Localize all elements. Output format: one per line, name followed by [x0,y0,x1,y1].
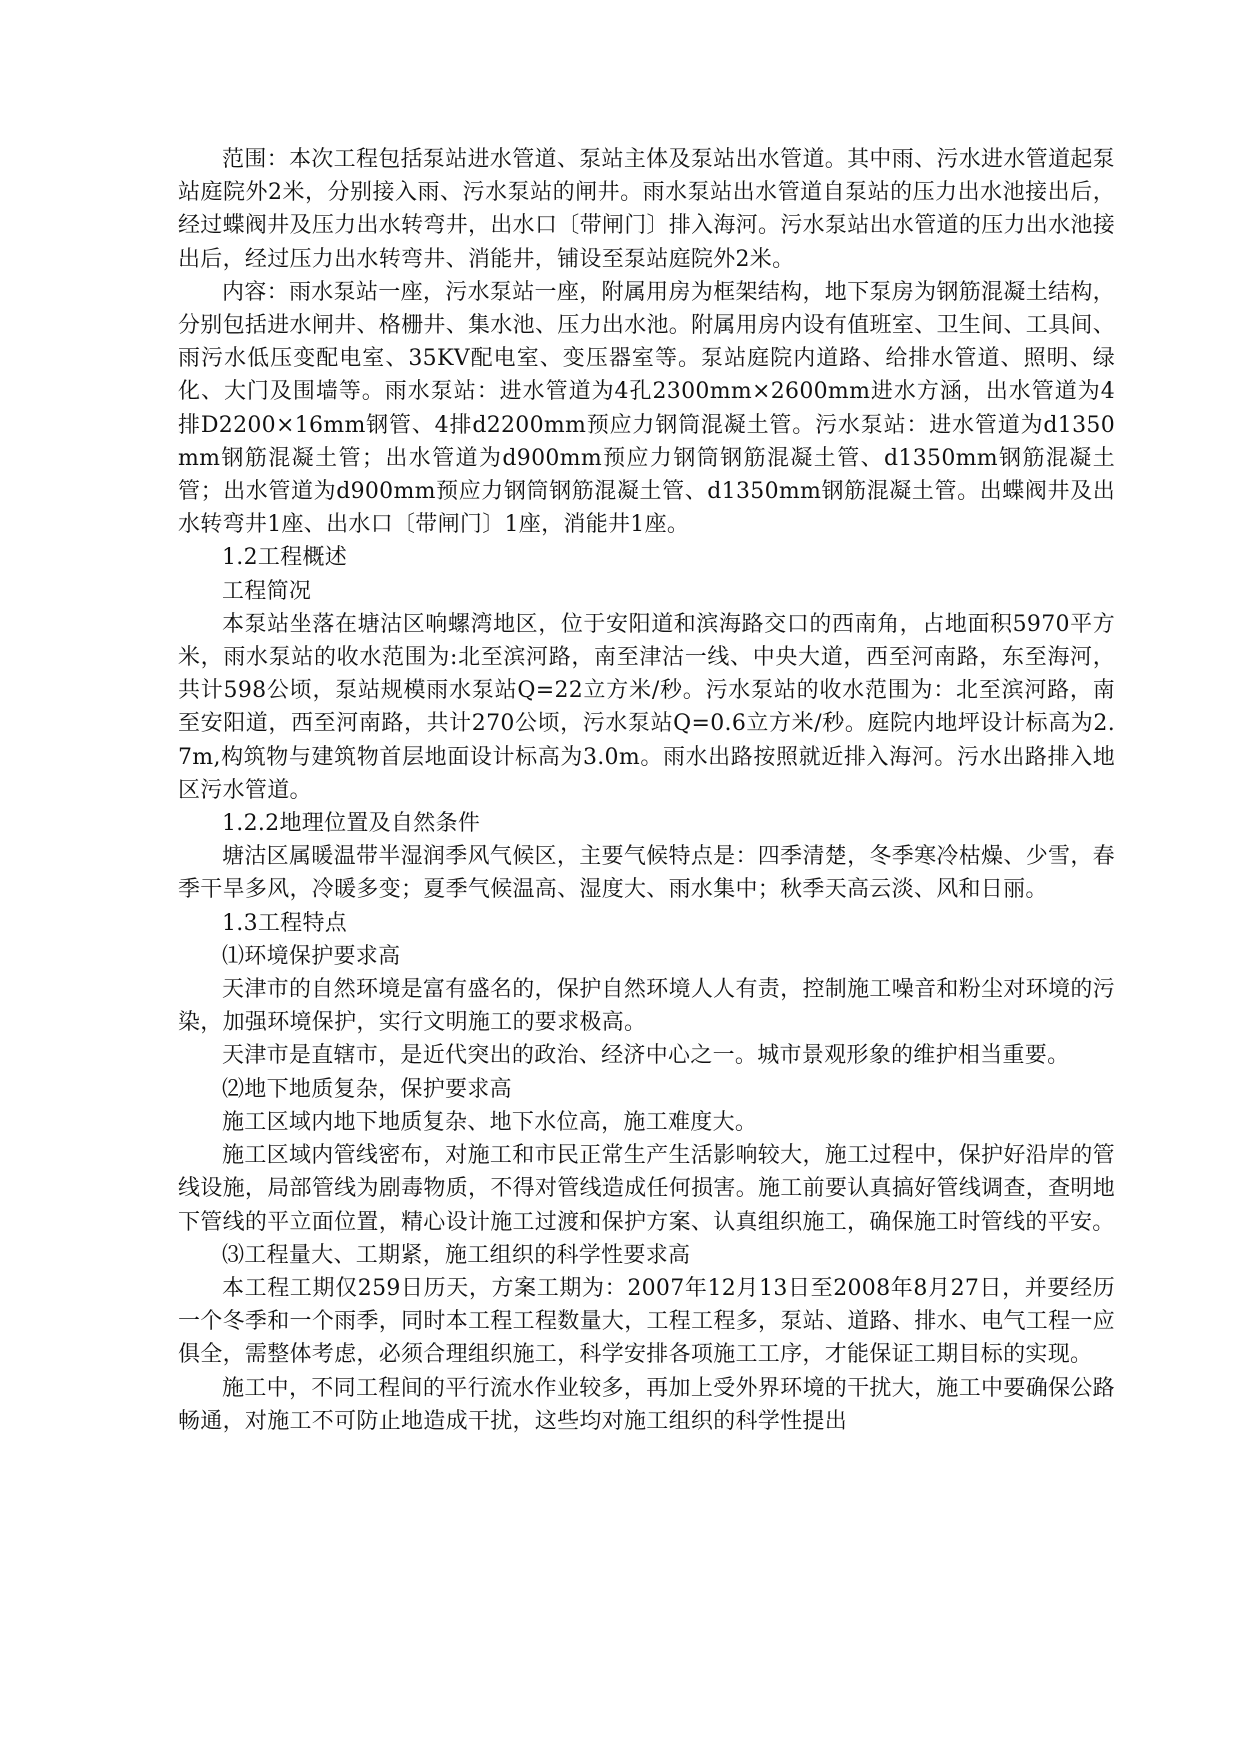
subheading-geology: ⑵地下地质复杂，保护要求高 [222,1076,512,1102]
subheading-schedule: ⑶工程量大、工期紧，施工组织的科学性要求高 [222,1242,691,1268]
subheading-environment: ⑴环境保护要求高 [222,943,401,969]
paragraph-geology-1: 施工区域内地下地质复杂、地下水位高，施工难度大。 [222,1109,758,1135]
paragraph-site-description: 本泵站坐落在塘沽区响螺湾地区，位于安阳道和滨海路交口的西南角，占地面积5970平方米，雨水泵站的收水范围为:北至滨河路，南至津沽一线、中央大道，西至河南路，东至海河，共计598公顷，泵站规模雨水泵站Q=22立方米/秒。污水泵站的收水范围为：北至滨河路，南至安阳道，西至河南路，共计270公顷，污水泵站Q=0.6立方米/秒。庭院内地坪设计标高为2.7m,构筑物与建筑物首层地面设计标高为3.0m。雨水出路按照就近排入海河。污水出路排入地区污水管道。 [178,611,1115,803]
section-heading-1-2-2: 1.2.2地理位置及自然条件 [222,811,481,837]
paragraph-climate: 塘沽区属暖温带半湿润季风气候区，主要气候特点是：四季清楚，冬季寒冷枯燥、少雪，春季干旱多风，冷暖多变；夏季气候温高、湿度大、雨水集中；秋季天高云淡、风和日丽。 [178,844,1115,903]
paragraph-schedule: 本工程工期仅259日历天，方案工期为：2007年12月13日至2008年8月27日，并要经历一个冬季和一个雨季，同时本工程工程数量大，工程工程多，泵站、道路、排水、电气工程一应俱全，需整体考虑，必须合理组织施工，科学安排各项施工工序，才能保证工期目标的实现。 [178,1275,1115,1368]
paragraph-scope: 范围：本次工程包括泵站进水管道、泵站主体及泵站出水管道。其中雨、污水进水管道起泵站庭院外2米，分别接入雨、污水泵站的闸井。雨水泵站出水管道自泵站的压力出水池接出后，经过蝶阀井及压力出水转弯井，出水口〔带闸门〕排入海河。污水泵站出水管道的压力出水池接出后，经过压力出水转弯井、消能井，铺设至泵站庭院外2米。 [178,147,1115,272]
section-heading-1-2: 1.2工程概述 [222,545,348,571]
paragraph-environment-1: 天津市的自然环境是富有盛名的，保护自然环境人人有责，控制施工噪音和粉尘对环境的污染，加强环境保护，实行文明施工的要求极高。 [178,977,1115,1036]
paragraph-content: 内容：雨水泵站一座，污水泵站一座，附属用房为框架结构，地下泵房为钢筋混凝土结构，分别包括进水闸井、格栅井、集水池、压力出水池。附属用房内设有值班室、卫生间、工具间、雨污水低压变配电室、35KV配电室、变压器室等。泵站庭院内道路、给排水管道、照明、绿化、大门及围墙等。雨水泵站：进水管道为4孔2300mm×2600mm进水方涵，出水管道为4排D2200×16mm钢管、4排d2200mm预应力钢筒混凝土管。污水泵站：进水管道为d1350mm钢筋混凝土管；出水管道为d900mm预应力钢筒钢筋混凝土管、d1350mm钢筋混凝土管；出水管道为d900mm预应力钢筒钢筋混凝土管、d1350mm钢筋混凝土管。出蝶阀井及出水转弯井1座、出水口〔带闸门〕1座，消能井1座。 [178,279,1115,538]
subheading-project-overview: 工程简况 [222,578,312,604]
paragraph-environment-2: 天津市是直辖市，是近代突出的政治、经济中心之一。城市景观形象的维护相当重要。 [222,1043,1070,1069]
section-heading-1-3: 1.3工程特点 [222,910,348,936]
paragraph-geology-2: 施工区域内管线密布，对施工和市民正常生产生活影响较大，施工过程中，保护好沿岸的管线设施，局部管线为剧毒物质，不得对管线造成任何损害。施工前要认真搞好管线调查，查明地下管线的平立面位置，精心设计施工过渡和保护方案、认真组织施工，确保施工时管线的平安。 [178,1143,1115,1235]
document-body [178,143,1115,1438]
paragraph-coordination: 施工中，不同工程间的平行流水作业较多，再加上受外界环境的干扰大，施工中要确保公路畅通，对施工不可防止地造成干扰，这些均对施工组织的科学性提出 [178,1375,1115,1434]
